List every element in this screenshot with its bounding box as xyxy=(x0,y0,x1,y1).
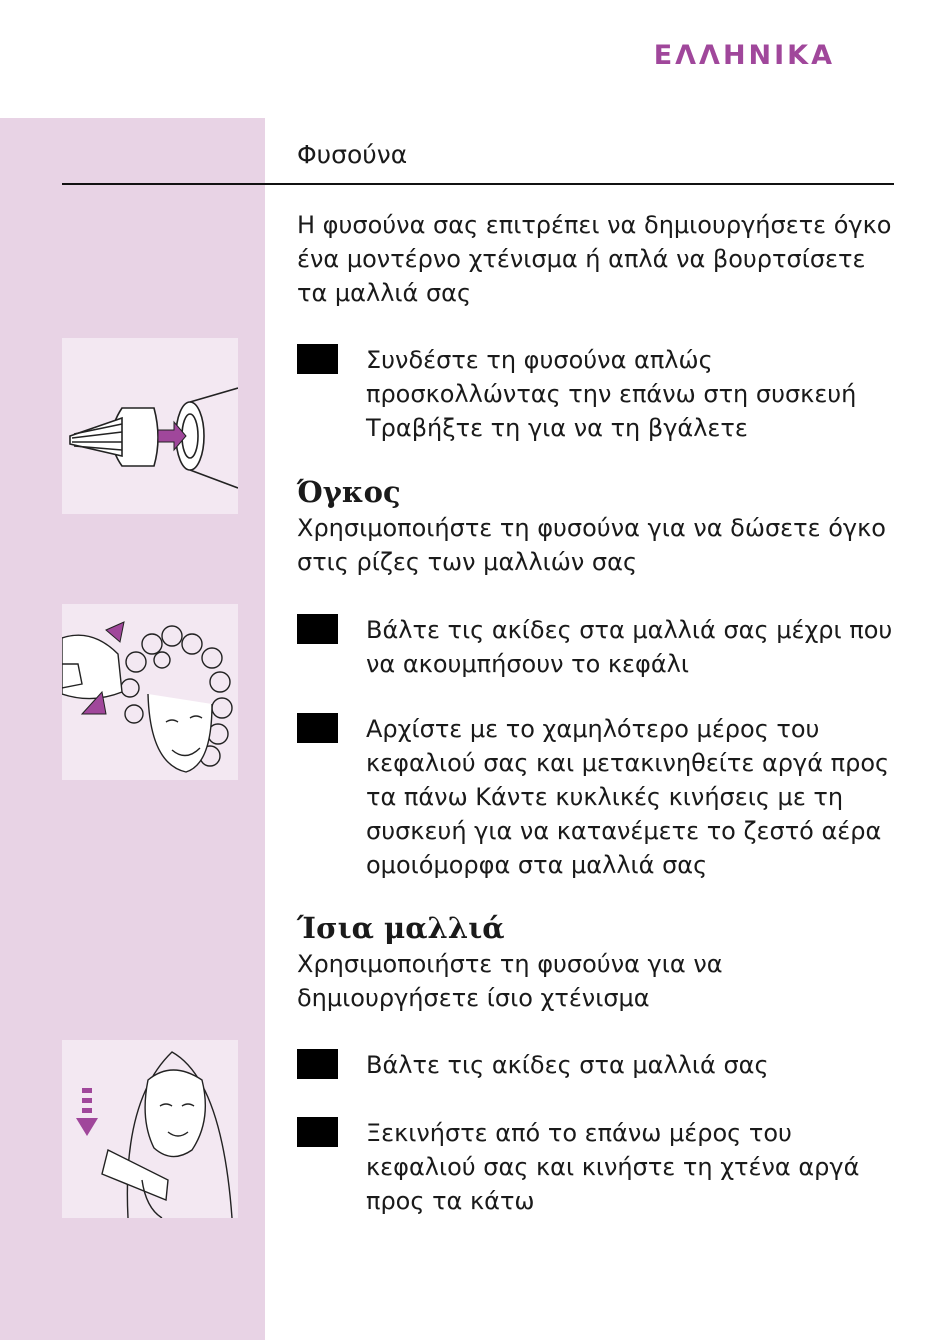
volume-intro: Χρησιμοποιήστε τη φυσούνα για να δώσετε όγκο στις ρίζες των μαλλιών σας xyxy=(297,514,886,576)
step-bullet-icon xyxy=(297,1117,338,1147)
step-text: Βάλτε τις ακίδες στα μαλλιά σας xyxy=(366,1051,769,1079)
step-text: Ξεκινήστε από το επάνω μέρος του κεφαλιού σας και κινήστε τη χτένα αργά προς τα κάτω xyxy=(366,1119,860,1215)
volume-curly-hair-illustration xyxy=(62,604,238,780)
step-text: Βάλτε τις ακίδες στα μαλλιά σας μέχρι που να ακουμπήσουν το κεφάλι xyxy=(366,616,893,678)
step-bullet-icon xyxy=(297,614,338,644)
volume-heading: Όγκος xyxy=(297,475,401,509)
straight-heading: Ίσια μαλλιά xyxy=(297,911,505,945)
step-bullet-icon xyxy=(297,344,338,374)
step-text: Αρχίστε με το χαμηλότερο μέρος του κεφαλιού σας και μετακινηθείτε αργά προς τα πάνω Κάντε κυκλικές κινήσεις με τη συσκευή για να κατανέμετε το ζεστό αέρα ομοιόμορφα στα μαλλιά σας xyxy=(366,715,890,879)
section-title: Φυσούνα xyxy=(297,140,408,169)
straight-intro: Χρησιμοποιήστε τη φυσούνα για να δημιουργήσετε ίσιο χτένισμα xyxy=(297,950,723,1012)
straight-hair-illustration xyxy=(62,1040,238,1218)
step-text: Συνδέστε τη φυσούνα απλώς προσκολλώντας την επάνω στη συσκευή Τραβήξτε τη για να τη βγάλετε xyxy=(366,346,857,442)
section-intro: Η φυσούνα σας επιτρέπει να δημιουργήσετε όγκο ένα μοντέρνο χτένισμα ή απλά να βουρτσίσετε τα μαλλιά σας xyxy=(297,211,892,307)
diffuser-attach-illustration xyxy=(62,338,238,514)
step-bullet-icon xyxy=(297,1049,338,1079)
step-bullet-icon xyxy=(297,713,338,743)
language-label: ΕΛΛΗΝΙΚΑ xyxy=(653,40,835,71)
divider xyxy=(62,183,894,185)
